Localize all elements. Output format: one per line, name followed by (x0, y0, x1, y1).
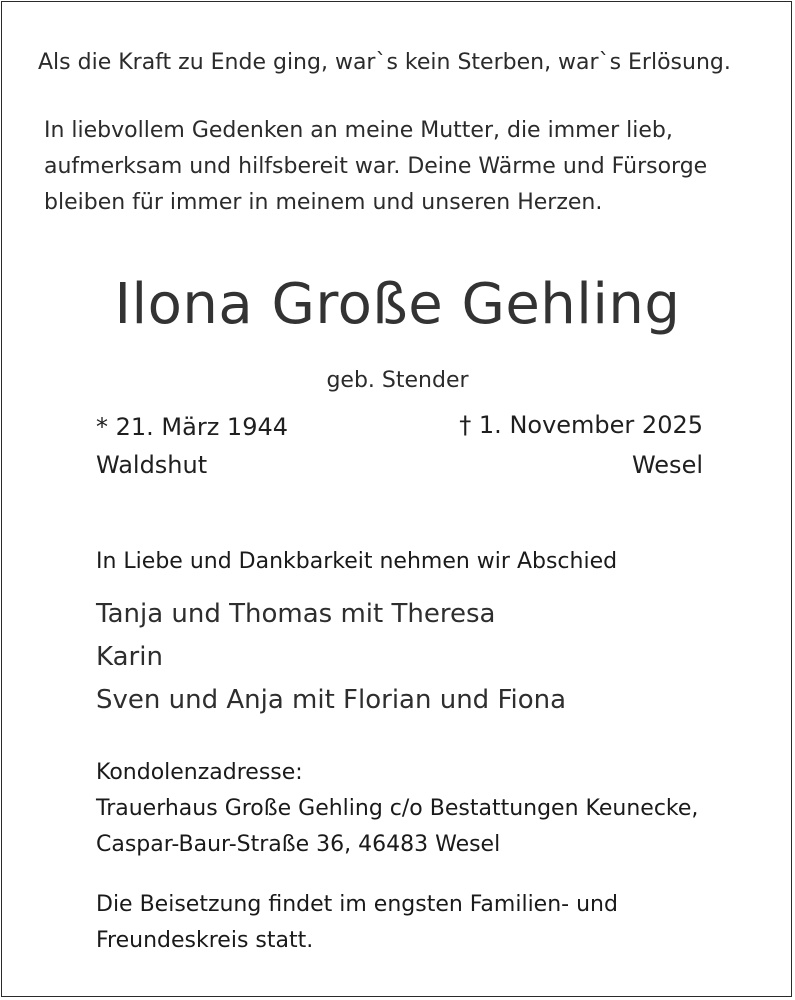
condolence-line: Caspar-Baur-Straße 36, 46483 Wesel (96, 832, 501, 857)
condolence-address (96, 755, 698, 863)
dedication-text (44, 113, 707, 221)
maiden-name: geb. Stender (326, 368, 469, 393)
family-list (96, 593, 566, 722)
motto-quote: Als die Kraft zu Ende ging, war`s kein Sterben, war`s Erlösung. (38, 50, 731, 75)
burial-line: Freundeskreis statt. (96, 928, 314, 953)
burial-line: Die Beisetzung findet im engsten Familien- und (96, 892, 618, 917)
burial-note (96, 887, 618, 959)
deceased-name: Ilona Große Gehling (114, 272, 681, 337)
dedication-line: bleiben für immer in meinem und unseren Herzen. (44, 190, 603, 215)
condolence-label: Kondolenzadresse: (96, 760, 303, 785)
death-date: † 1. November 2025 (459, 411, 703, 439)
condolence-line: Trauerhaus Große Gehling c/o Bestattungen Keunecke, (96, 796, 699, 821)
family-member: Sven und Anja mit Florian und Fiona (96, 685, 567, 715)
birth-place: Waldshut (96, 451, 208, 479)
dedication-line: aufmerksam und hilfsbereit war. Deine Wärme und Fürsorge (44, 154, 708, 179)
family-member: Karin (96, 642, 163, 672)
farewell-line: In Liebe und Dankbarkeit nehmen wir Abschied (96, 549, 618, 574)
death-place: Wesel (631, 451, 703, 479)
dedication-line: In liebvollem Gedenken an meine Mutter, die immer lieb, (44, 118, 673, 143)
family-member: Tanja und Thomas mit Theresa (96, 599, 496, 629)
birth-date: * 21. März 1944 (96, 413, 289, 441)
